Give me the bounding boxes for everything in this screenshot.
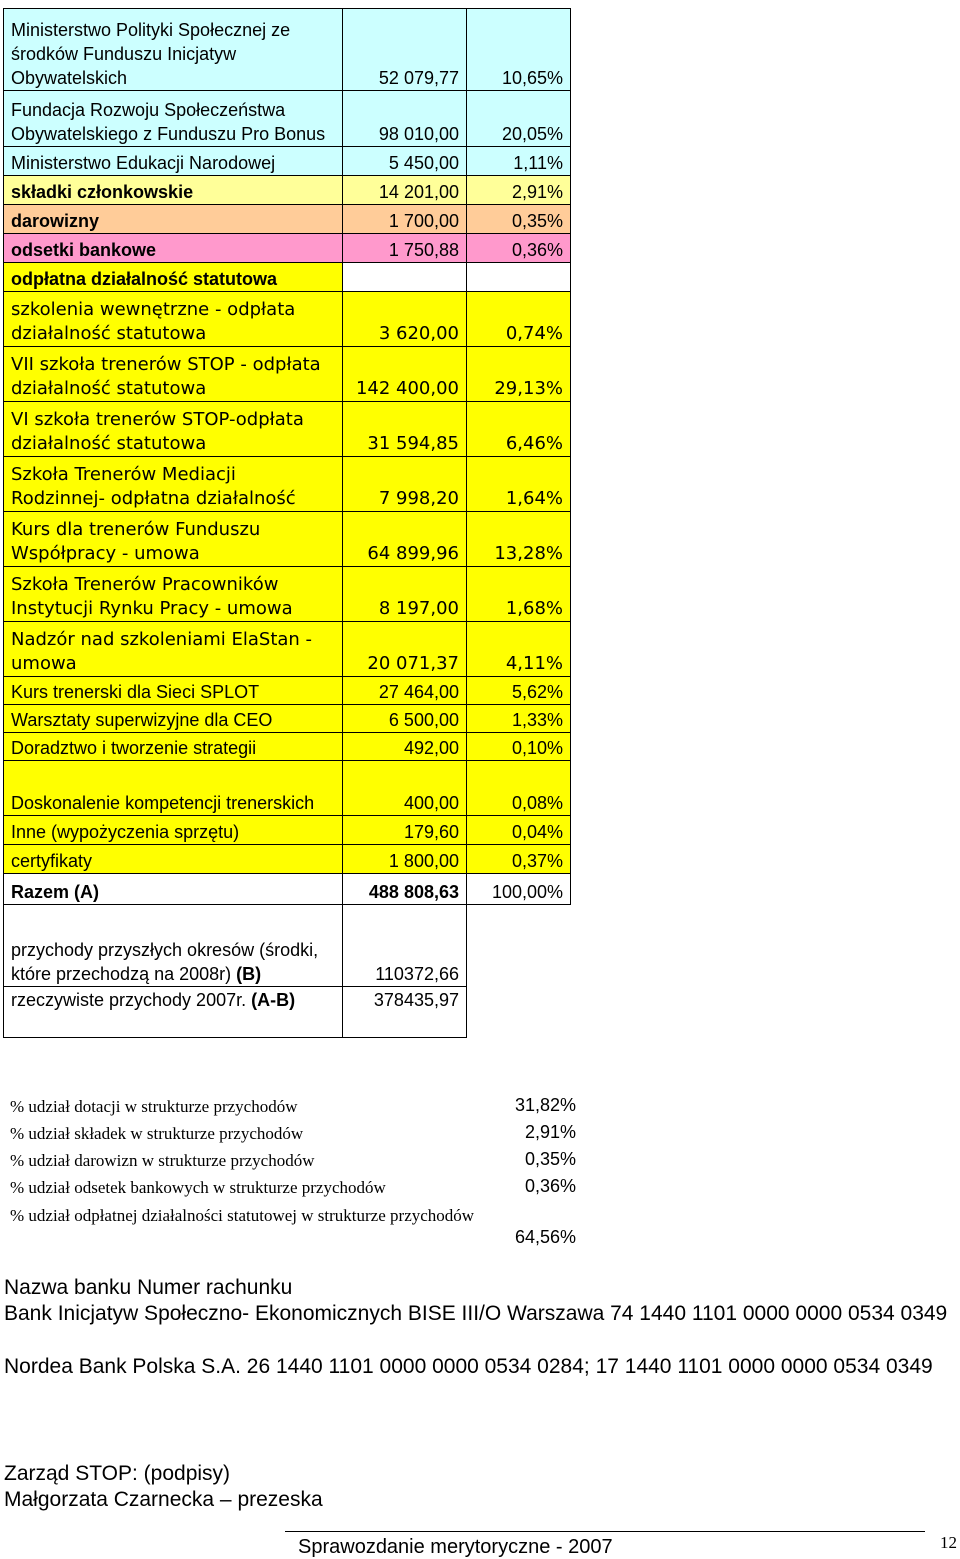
table-row <box>4 677 571 705</box>
summary-label: % udział składek w strukturze przychodów <box>10 1124 304 1143</box>
row-amount: 179,60 <box>343 816 467 845</box>
future-income-label <box>4 905 343 987</box>
summary-value: 0,35% <box>524 1149 576 1169</box>
row-label: Kurs dla trenerów Funduszu Współpracy - umowa <box>4 512 343 567</box>
row-label: VI szkoła trenerów STOP-odpłata działalność statutowa <box>4 402 343 457</box>
total-percent: 100,00% <box>467 874 571 905</box>
table-row <box>4 91 571 147</box>
summary-value: 31,82% <box>514 1095 576 1115</box>
summary-label: % udział darowizn w strukturze przychodów <box>10 1151 315 1170</box>
row-percent: 0,10% <box>467 733 571 761</box>
row-amount: 27 464,00 <box>343 677 467 705</box>
row-amount: 6 500,00 <box>343 705 467 733</box>
board-president: Małgorzata Czarnecka – prezeska <box>4 1488 323 1511</box>
summary-label: % udział dotacji w strukturze przychodów <box>10 1097 298 1116</box>
row-label: Warsztaty superwizyjne dla CEO <box>4 705 343 733</box>
row-label: szkolenia wewnętrzne - odpłata działalność statutowa <box>4 292 343 347</box>
future-income-code: (B) <box>236 964 262 984</box>
row-label: VII szkoła trenerów STOP - odpłata działalność statutowa <box>4 347 343 402</box>
footer-title: Sprawozdanie merytoryczne - 2007 <box>298 1536 613 1558</box>
row-amount: 3 620,00 <box>343 292 467 347</box>
table-row <box>4 512 571 567</box>
row-percent: 0,04% <box>467 816 571 845</box>
summary-row <box>10 1123 576 1145</box>
summary-row <box>10 1177 576 1199</box>
row-percent: 29,13% <box>467 347 571 402</box>
table-row <box>4 622 571 677</box>
row-percent: 6,46% <box>467 402 571 457</box>
table-row <box>4 567 571 622</box>
row-label: składki członkowskie <box>4 176 343 205</box>
footer-divider <box>285 1531 925 1532</box>
summary-row <box>10 1150 576 1172</box>
row-percent: 0,36% <box>467 234 571 263</box>
table-row <box>4 147 571 176</box>
row-amount: 1 800,00 <box>343 845 467 874</box>
row-amount: 31 594,85 <box>343 402 467 457</box>
empty-cell <box>467 905 571 987</box>
row-label: certyfikaty <box>4 845 343 874</box>
row-amount: 64 899,96 <box>343 512 467 567</box>
table-row <box>4 205 571 234</box>
row-percent: 13,28% <box>467 512 571 567</box>
income-table <box>3 8 571 1038</box>
row-label: darowizny <box>4 205 343 234</box>
board-signatures: Zarząd STOP: (podpisy) <box>4 1462 231 1485</box>
row-percent: 5,62% <box>467 677 571 705</box>
actual-income-text: rzeczywiste przychody 2007r. <box>11 990 247 1010</box>
actual-income-amount: 378435,97 <box>343 987 467 1038</box>
row-percent <box>467 263 571 292</box>
table-row <box>4 9 571 91</box>
row-percent: 1,11% <box>467 147 571 176</box>
table-row <box>4 761 571 816</box>
row-label: Fundacja Rozwoju Społeczeństwa Obywatelskiego z Funduszu Pro Bonus <box>4 91 343 147</box>
row-percent: 10,65% <box>467 9 571 91</box>
table-row <box>4 176 571 205</box>
table-row <box>4 733 571 761</box>
row-amount: 98 010,00 <box>343 91 467 147</box>
future-income-row <box>4 905 571 987</box>
summary-label: % udział odsetek bankowych w strukturze przychodów <box>10 1178 386 1197</box>
row-label: Nadzór nad szkoleniami ElaStan - umowa <box>4 622 343 677</box>
row-label: Ministerstwo Edukacji Narodowej <box>4 147 343 176</box>
row-amount: 492,00 <box>343 733 467 761</box>
bank-line-2: Nordea Bank Polska S.A. 26 1440 1101 0000 0000 0534 0284; 17 1440 1101 0000 0000 0534 0349 <box>4 1355 933 1378</box>
row-label: Szkoła Trenerów Mediacji Rodzinnej- odpłatna działalność <box>4 457 343 512</box>
actual-income-row <box>4 987 571 1038</box>
bank-header: Nazwa banku Numer rachunku <box>4 1276 293 1299</box>
summary-value: 0,36% <box>524 1176 576 1196</box>
row-amount: 8 197,00 <box>343 567 467 622</box>
future-income-amount: 110372,66 <box>343 905 467 987</box>
row-amount: 1 750,88 <box>343 234 467 263</box>
row-label: Doskonalenie kompetencji trenerskich <box>4 761 343 816</box>
actual-income-label <box>4 987 343 1038</box>
actual-income-code: (A-B) <box>251 990 296 1010</box>
table-row <box>4 816 571 845</box>
row-amount: 400,00 <box>343 761 467 816</box>
row-amount: 14 201,00 <box>343 176 467 205</box>
table-row <box>4 263 571 292</box>
summary-value: 2,91% <box>524 1122 576 1142</box>
table-row <box>4 705 571 733</box>
row-amount: 5 450,00 <box>343 147 467 176</box>
summary-row <box>10 1096 576 1118</box>
row-percent: 2,91% <box>467 176 571 205</box>
table-row <box>4 402 571 457</box>
row-percent: 0,08% <box>467 761 571 816</box>
table-row <box>4 292 571 347</box>
future-income-text: przychody przyszłych okresów (środki, które przechodzą na 2008r) <box>11 940 319 984</box>
page-number: 12 <box>940 1533 957 1552</box>
row-label: odsetki bankowe <box>4 234 343 263</box>
row-label: Inne (wypożyczenia sprzętu) <box>4 816 343 845</box>
bank-line-1: Bank Inicjatyw Społeczno- Ekonomicznych BISE III/O Warszawa 74 1440 1101 0000 0000 0534 0349 <box>4 1302 948 1325</box>
total-row <box>4 874 571 905</box>
table-row <box>4 845 571 874</box>
row-amount <box>343 263 467 292</box>
row-label: Kurs trenerski dla Sieci SPLOT <box>4 677 343 705</box>
row-label: Szkoła Trenerów Pracowników Instytucji Rynku Pracy - umowa <box>4 567 343 622</box>
row-amount: 52 079,77 <box>343 9 467 91</box>
empty-cell <box>467 987 571 1038</box>
row-label: odpłatna działalność statutowa <box>4 263 343 292</box>
row-percent: 1,68% <box>467 567 571 622</box>
table-row <box>4 457 571 512</box>
row-percent: 0,74% <box>467 292 571 347</box>
row-label: Doradztwo i tworzenie strategii <box>4 733 343 761</box>
total-label: Razem (A) <box>4 874 343 905</box>
row-amount: 7 998,20 <box>343 457 467 512</box>
row-percent: 1,64% <box>467 457 571 512</box>
row-percent: 20,05% <box>467 91 571 147</box>
row-percent: 0,37% <box>467 845 571 874</box>
row-percent: 1,33% <box>467 705 571 733</box>
table-row <box>4 347 571 402</box>
total-amount: 488 808,63 <box>343 874 467 905</box>
row-amount: 20 071,37 <box>343 622 467 677</box>
summary-label: % udział odpłatnej działalności statutowej w strukturze przychodów <box>10 1206 475 1225</box>
income-table-body <box>4 9 571 1038</box>
summary-value: 64,56% <box>514 1227 576 1247</box>
table-row <box>4 234 571 263</box>
row-amount: 142 400,00 <box>343 347 467 402</box>
summary-row <box>10 1205 576 1251</box>
row-amount: 1 700,00 <box>343 205 467 234</box>
row-percent: 0,35% <box>467 205 571 234</box>
row-percent: 4,11% <box>467 622 571 677</box>
row-label: Ministerstwo Polityki Społecznej ze środków Funduszu Inicjatyw Obywatelskich <box>4 9 343 91</box>
